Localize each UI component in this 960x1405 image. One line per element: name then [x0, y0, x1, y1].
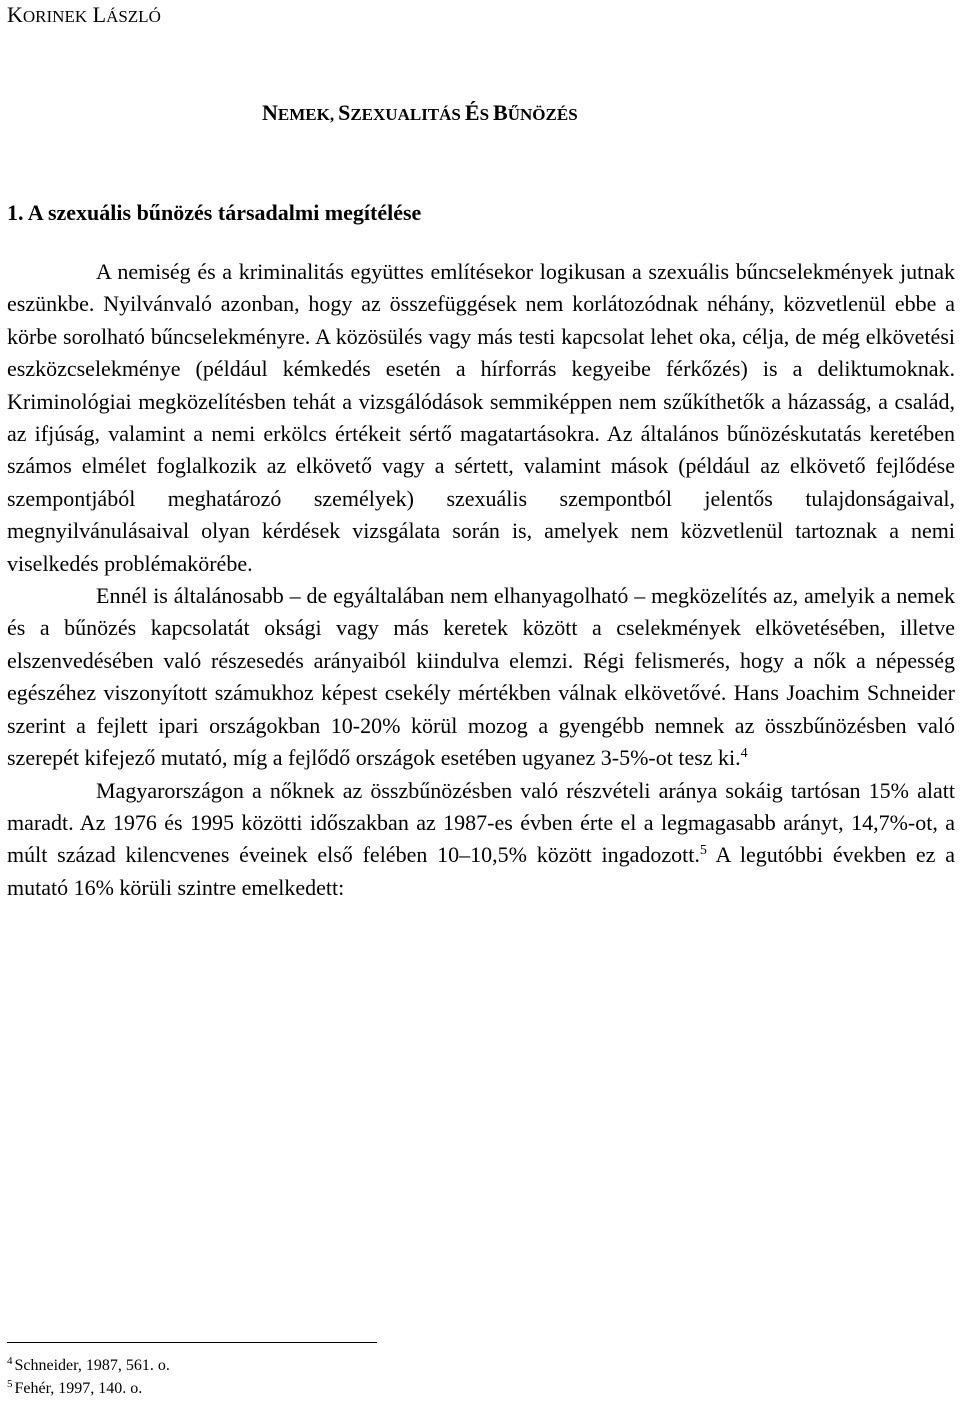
title-word-2-initial: S: [338, 100, 351, 125]
author-last-initial: L: [92, 2, 107, 27]
title-word-3-rest: S: [479, 105, 490, 124]
footnote-4: [7, 1354, 170, 1377]
title-word-4-initial: B: [493, 100, 508, 125]
author-first-rest: ORINEK: [22, 7, 88, 26]
footnote-4-text: Schneider, 1987, 561. o.: [14, 1357, 170, 1374]
footnote-4-number: 4: [7, 1355, 13, 1367]
footnote-ref-4[interactable]: 4: [740, 746, 748, 762]
title-word-1-initial: N: [262, 100, 278, 125]
footnote-separator: [7, 1342, 377, 1343]
title-word-1-rest: EMEK,: [277, 105, 335, 124]
paragraph-2-text: Ennél is általánosabb – de egyáltalában nem elhanyagolható – megközelítés az, amelyik a nemek és a bűnözés kapcsolatát oksági vagy más keretek között a cselekmények elkövetésében, illetve elszenvedésében való részesedés arányaiból kiindulva elemzi. Régi felismerés, hogy a nők a népesség egészéhez viszonyított számukhoz képest csekély mértékben válnak elkövetővé. Hans Joachim Schneider szerint a fejlett ipari országokban 10-20% körül mozog a gyengébb nemnek az összbűnözésben való szerepét kifejező mutató, míg a fejlődő országok esetében ugyanez 3-5%-ot tesz ki.: [7, 583, 955, 771]
paragraph-3-text-a: Magyarországon a nőknek az összbűnözésben való részvételi aránya sokáig tartósan 15% alatt maradt. Az 1976 és 1995 közötti időszakban az 1987-es évben érte el a legmagasabb arányt, 14,7%-ot, a múlt század kilencvenes éveinek első felében 10–10,5% között ingadozott.: [7, 777, 955, 868]
title-word-2-rest: ZEXUALITÁS: [350, 105, 461, 124]
paragraph-2: [7, 580, 955, 774]
footnote-5: [7, 1377, 170, 1400]
paragraph-1: A nemiség és a kriminalitás együttes említésekor logikusan a szexuális bűncselekmények jutnak eszünkbe. Nyilvánvaló azonban, hogy az összefüggések nem korlátozódnak néhány, közvetlenül ebbe a körbe sorolható bűncselekményre. A közösülés vagy más testi kapcsolat lehet oka, célja, de még elkövetési eszközcselekménye (például kémkedés esetén a hírforrás kegyeibe férkőzés) is a deliktumoknak. Kriminológiai megközelítésben tehát a vizsgálódások semmiképpen nem szűkíthetők a házasság, a család, az ifjúság, valamint a nemi erkölcs értékeit sértő magatartásokra. Az általános bűnözéskutatás keretében számos elmélet foglalkozik az elkövető vagy a sértett, valamint mások (például az elkövető fejlődése szempontjából meghatározó személyek) szexuális szempontból jelentős tulajdonságaival, megnyilvánulásaival olyan kérdések vizsgálata során is, amelyek nem közvetlenül tartoznak a nemi viselkedés problémakörébe.: [7, 259, 955, 576]
paragraph-3: [7, 775, 955, 905]
title-word-3-initial: É: [464, 100, 480, 125]
section-heading: 1. A szexuális bűnözés társadalmi megítélése: [7, 200, 422, 225]
footnote-5-number: 5: [7, 1378, 13, 1390]
body-text: [7, 256, 955, 904]
article-title: [262, 100, 578, 129]
footnotes: [7, 1354, 170, 1400]
author-first-initial: K: [7, 2, 23, 27]
footnote-ref-5[interactable]: 5: [699, 843, 707, 859]
author-name: [7, 2, 161, 30]
author-last-rest: ÁSZLÓ: [106, 7, 161, 26]
paragraph-3-text-b: A legutóbbi években ez a mutató 16% körüli szintre emelkedett:: [7, 842, 955, 900]
title-word-4-rest: ŰNÖZÉS: [507, 105, 578, 124]
footnote-5-text: Fehér, 1997, 140. o.: [14, 1380, 143, 1397]
